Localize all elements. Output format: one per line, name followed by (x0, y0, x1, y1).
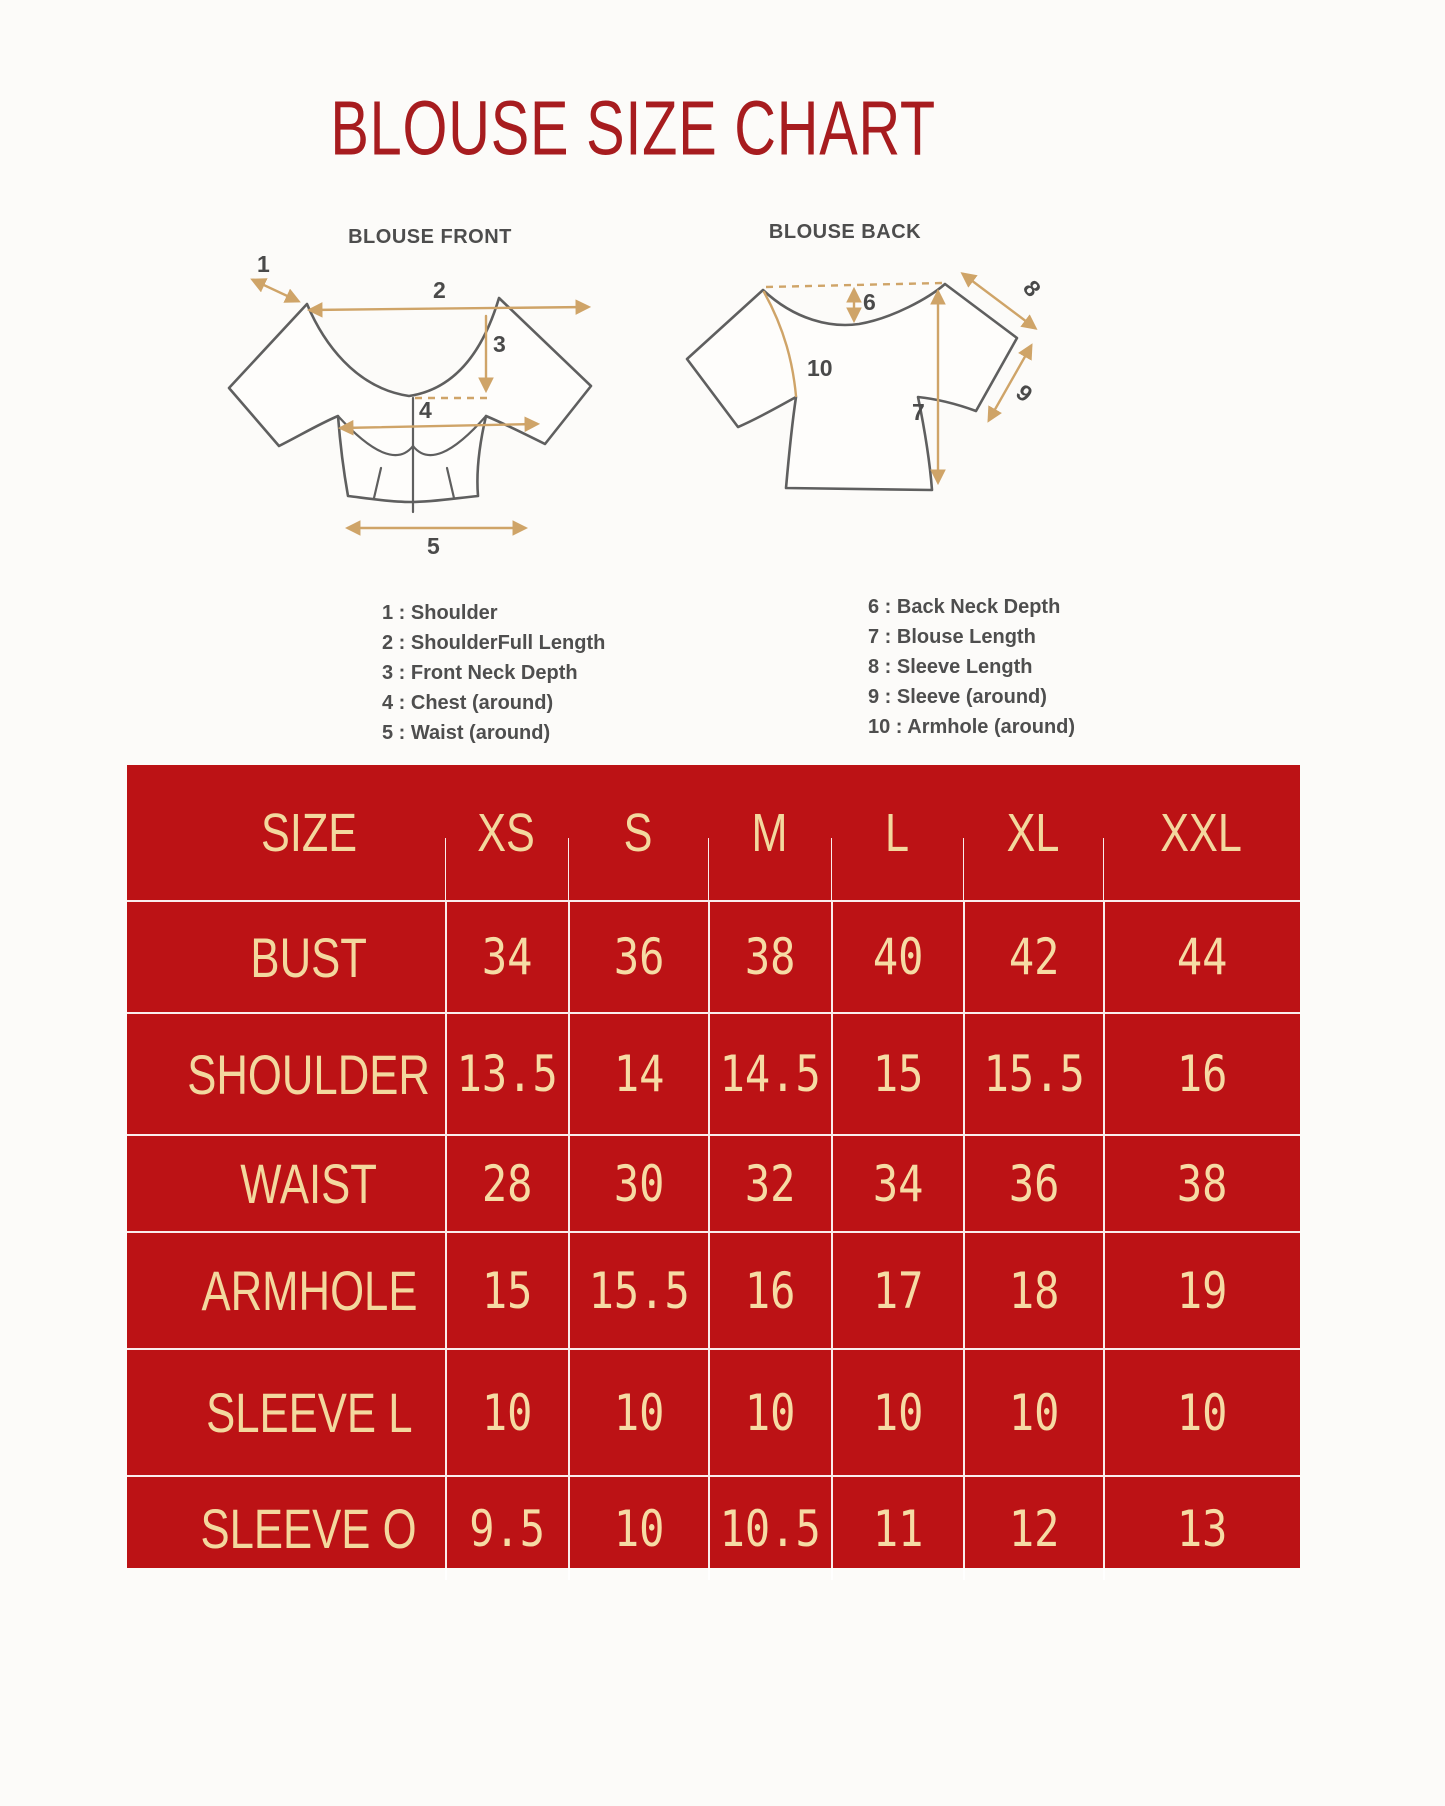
header-cell-xxl: XXL (1103, 765, 1300, 900)
legend-item: 3 : Front Neck Depth (382, 662, 578, 684)
front-outline (229, 298, 591, 512)
table-cell: 14 (568, 1014, 708, 1134)
page-title-text: BLOUSE SIZE CHART (330, 85, 936, 172)
table-cell: 15 (831, 1014, 963, 1134)
table-cell: 18 (963, 1233, 1103, 1348)
table-cell: 17 (831, 1233, 963, 1348)
table-cell: 15 (445, 1233, 568, 1348)
header-cell-size: SIZE (260, 802, 358, 863)
row-label: SLEEVE O (200, 1497, 418, 1560)
header-cell-xl: XL (963, 765, 1103, 900)
table-header-row (127, 765, 1300, 900)
marker-8: 8 (1018, 275, 1047, 302)
back-outline (687, 284, 1017, 490)
table-cell: 34 (445, 902, 568, 1012)
table-cell: 10 (445, 1350, 568, 1475)
page-title (245, 84, 945, 172)
row-label: WAIST (240, 1152, 378, 1215)
table-cell: 36 (963, 1136, 1103, 1231)
table-cell: 16 (708, 1233, 831, 1348)
table-cell: 15.5 (568, 1233, 708, 1348)
blouse-back-heading: BLOUSE BACK (768, 221, 922, 243)
blouse-front-diagram (195, 246, 625, 556)
marker-9: 9 (1011, 378, 1038, 408)
legend-item: 8 : Sleeve Length (868, 656, 1033, 678)
table-cell: 13.5 (445, 1014, 568, 1134)
table-cell: 34 (831, 1136, 963, 1231)
legend-item: 6 : Back Neck Depth (868, 596, 1061, 618)
table-cell: 30 (568, 1136, 708, 1231)
legend-item: 10 : Armhole (around) (868, 716, 1076, 738)
back-legend (868, 592, 1075, 742)
table-cell: 42 (963, 902, 1103, 1012)
legend-item: 4 : Chest (around) (382, 692, 554, 714)
table-cell: 12 (963, 1477, 1103, 1580)
table-cell: 44 (1103, 902, 1300, 1012)
row-label: ARMHOLE (200, 1259, 418, 1322)
table-cell: 38 (708, 902, 831, 1012)
legend-item: 5 : Waist (around) (382, 722, 551, 744)
marker-5: 5 (427, 533, 440, 556)
header-cell-m: M (708, 765, 831, 900)
marker-1: 1 (257, 251, 270, 277)
table-cell: 10 (963, 1350, 1103, 1475)
marker-3: 3 (493, 331, 506, 357)
size-table (127, 765, 1300, 1568)
table-cell: 32 (708, 1136, 831, 1231)
marker-2: 2 (433, 277, 446, 303)
table-row-sleeve-l (127, 1348, 1300, 1475)
marker-7: 7 (912, 399, 925, 425)
table-cell: 10 (568, 1350, 708, 1475)
header-cell-l: L (831, 765, 963, 900)
row-label: SLEEVE L (205, 1381, 413, 1444)
table-cell: 10 (831, 1350, 963, 1475)
legend-item: 2 : ShoulderFull Length (382, 632, 606, 654)
blouse-back-diagram (645, 238, 1075, 548)
table-cell: 10 (1103, 1350, 1300, 1475)
table-cell: 11 (831, 1477, 963, 1580)
header-cell-s: S (568, 765, 708, 900)
table-cell: 10 (708, 1350, 831, 1475)
table-cell: 10.5 (708, 1477, 831, 1580)
table-cell: 16 (1103, 1014, 1300, 1134)
table-cell: 10 (568, 1477, 708, 1580)
blouse-front-heading: BLOUSE FRONT (348, 226, 512, 248)
legend-item: 9 : Sleeve (around) (868, 686, 1047, 708)
table-cell: 13 (1103, 1477, 1300, 1580)
row-label: SHOULDER (187, 1042, 431, 1106)
table-row-armhole (127, 1231, 1300, 1348)
table-row-waist (127, 1134, 1300, 1231)
table-cell: 9.5 (445, 1477, 568, 1580)
marker-4: 4 (419, 397, 432, 423)
table-cell: 28 (445, 1136, 568, 1231)
table-row-bust (127, 900, 1300, 1012)
row-label: BUST (250, 925, 368, 989)
table-cell: 36 (568, 902, 708, 1012)
table-cell: 14.5 (708, 1014, 831, 1134)
table-cell: 40 (831, 902, 963, 1012)
marker-6: 6 (863, 289, 876, 315)
table-cell: 19 (1103, 1233, 1300, 1348)
legend-item: 7 : Blouse Length (868, 626, 1036, 648)
front-legend (382, 598, 605, 748)
table-cell: 38 (1103, 1136, 1300, 1231)
marker-10: 10 (807, 355, 833, 381)
header-cell-xs: XS (445, 765, 568, 900)
table-row-sleeve-o (127, 1475, 1300, 1580)
legend-item: 1 : Shoulder (382, 602, 498, 624)
table-cell: 15.5 (963, 1014, 1103, 1134)
table-row-shoulder (127, 1012, 1300, 1134)
